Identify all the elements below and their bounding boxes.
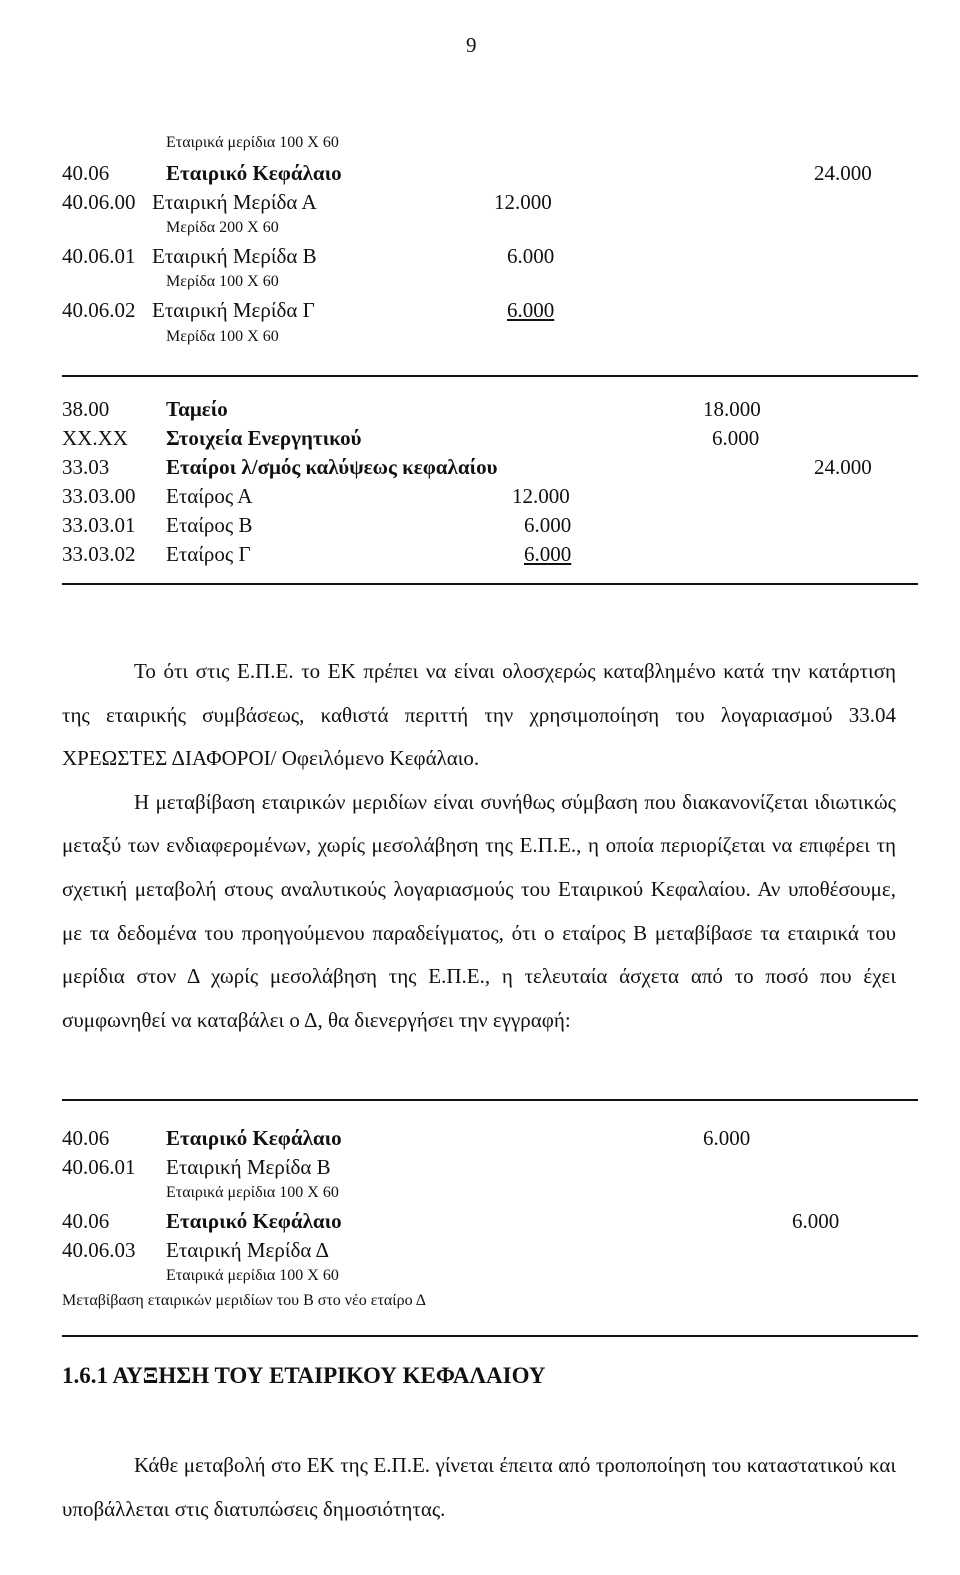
account-name: Εταιρική Μερίδα Γ (152, 298, 315, 322)
entry-sublabel: Εταιρικά μερίδια 100 Χ 60 (166, 134, 339, 151)
account-name: Εταιρικό Κεφάλαιο (166, 1126, 342, 1150)
paragraph: Η μεταβίβαση εταιρικών μεριδίων είναι συνήθως σύμβαση που διακανονίζεται ιδιωτικώς μεταξύ των ενδιαφερομένων, χωρίς μεσολάβηση της Ε.Π.Ε., η οποία περιορίζεται να επιφέρει τη σχετική μεταβολή στους αναλυτικούς λογαριασμούς του Εταιρικού Κεφαλαίου. Αν υποθέσουμε, με τα δεδομένα του προηγούμενου παραδείγματος, ότι ο εταίρος Β μεταβίβασε τα εταιρικά του μερίδια στον Δ χωρίς μεσολάβηση της Ε.Π.Ε., η τελευταία άσχετα από το ποσό που έχει συμφωνηθεί να καταβάλει ο Δ, θα διενεργήσει την εγγραφή: (62, 789, 896, 1032)
account-code: 40.06 (62, 161, 110, 185)
amount-debit: 6.000 (703, 1126, 751, 1150)
account-name: Εταιρικό Κεφάλαιο (166, 1209, 342, 1233)
paragraph: Το ότι στις Ε.Π.Ε. το ΕΚ πρέπει να είναι ολοσχερώς καταβλημένο κατά την κατάρτιση της εταιρικής συμβάσεως, καθιστά περιττή την χρησιμοποίηση του λογαριασμού 33.04 ΧΡΕΩΣΤΕΣ ΔΙΑΦΟΡΟΙ/ Οφειλόμενο Κεφάλαιο. (62, 659, 896, 771)
account-code: 33.03.00 (62, 484, 136, 508)
entry-sublabel: Εταιρικά μερίδια 100 Χ 60 (166, 1184, 339, 1201)
account-code: 40.06.02 (62, 298, 136, 322)
account-code: 33.03.02 (62, 542, 136, 566)
account-code: XX.XX (62, 426, 128, 450)
account-code: 40.06.01 (62, 1155, 136, 1179)
account-name: Εταίρος Α (166, 484, 253, 508)
amount-analytic: 6.000 (507, 298, 555, 322)
amount-credit: 24.000 (814, 455, 872, 479)
account-code: 40.06 (62, 1126, 110, 1150)
amount-analytic: 6.000 (524, 513, 572, 537)
amount-analytic: 12.000 (512, 484, 570, 508)
account-name: Ταμείο (166, 397, 228, 421)
body-text (62, 1444, 896, 1531)
entry-sublabel: Μερίδα 200 Χ 60 (166, 219, 279, 236)
amount-analytic: 6.000 (524, 542, 572, 566)
amount-analytic: 6.000 (507, 244, 555, 268)
account-code: 40.06 (62, 1209, 110, 1233)
account-code: 38.00 (62, 397, 110, 421)
section-heading: 1.6.1 ΑΥΞΗΣΗ ΤΟΥ ΕΤΑΙΡΙΚΟΥ ΚΕΦΑΛΑΙΟΥ (62, 1363, 546, 1388)
account-name: Εταιρική Μερίδα Α (152, 190, 317, 214)
entry-sublabel: Μερίδα 100 Χ 60 (166, 273, 279, 290)
entry-explanation: Μεταβίβαση εταιρικών μεριδίων του Β στο νέο εταίρο Δ (62, 1292, 426, 1309)
account-name: Εταίρος Β (166, 513, 253, 537)
amount-debit: 6.000 (712, 426, 760, 450)
body-text (62, 650, 896, 1042)
account-name: Εταιρική Μερίδα Β (152, 244, 317, 268)
account-name: Στοιχεία Ενεργητικού (166, 426, 362, 450)
account-name: Εταιρική Μερίδα Β (166, 1155, 331, 1179)
page-number: 9 (466, 33, 477, 57)
account-code: 33.03.01 (62, 513, 136, 537)
entry-separator (62, 583, 918, 585)
amount-credit: 6.000 (792, 1209, 840, 1233)
account-name: Εταιρικό Κεφάλαιο (166, 161, 342, 185)
entry-separator (62, 1335, 918, 1337)
entry-sublabel: Εταιρικά μερίδια 100 Χ 60 (166, 1267, 339, 1284)
account-code: 40.06.01 (62, 244, 136, 268)
amount-analytic: 12.000 (494, 190, 552, 214)
account-name: Εταίρος Γ (166, 542, 251, 566)
entry-separator (62, 375, 918, 377)
amount-debit: 18.000 (703, 397, 761, 421)
paragraph: Κάθε μεταβολή στο ΕΚ της Ε.Π.Ε. γίνεται έπειτα από τροποποίηση του καταστατικού και υποβάλλεται στις διατυπώσεις δημοσιότητας. (62, 1453, 896, 1521)
amount-credit: 24.000 (814, 161, 872, 185)
account-code: 33.03 (62, 455, 110, 479)
account-code: 40.06.00 (62, 190, 136, 214)
account-name: Εταιρική Μερίδα Δ (166, 1238, 329, 1262)
entry-separator (62, 1099, 918, 1101)
account-code: 40.06.03 (62, 1238, 136, 1262)
entry-sublabel: Μερίδα 100 Χ 60 (166, 328, 279, 345)
account-name: Εταίροι λ/σμός καλύψεως κεφαλαίου (166, 455, 498, 479)
